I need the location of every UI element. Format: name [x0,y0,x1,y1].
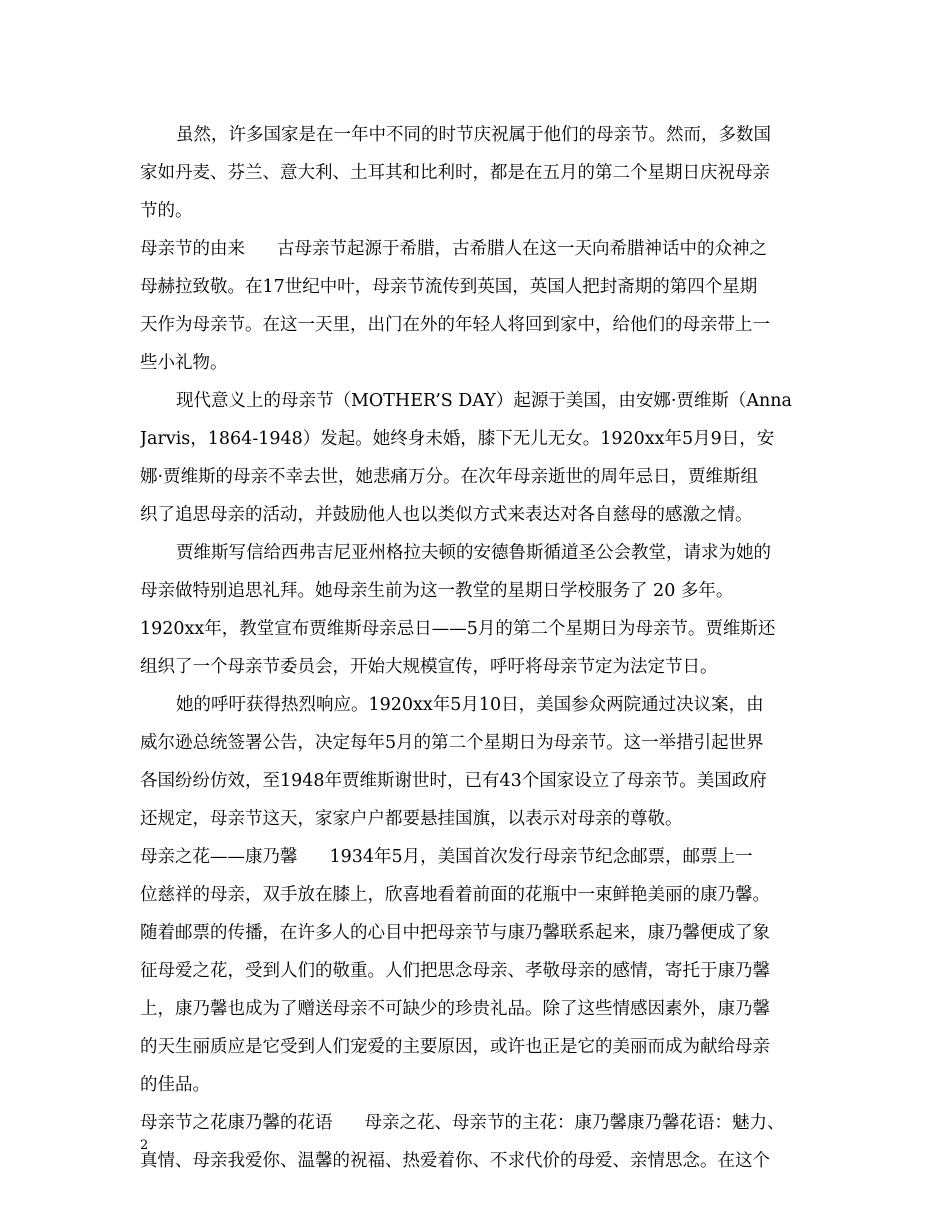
text-line: Jarvis，1864-1948）发起。她终身未婚，膝下无儿无女。1920xx年5月9日，安 [140,429,775,449]
text-line: 上，康乃馨也成为了赠送母亲不可缺少的珍贵礼品。除了这些情感因素外，康乃馨 [140,999,770,1019]
section-intro-text: 古母亲节起源于希腊，古希腊人在这一天向希腊神话中的众神之 [277,239,767,259]
text-line: 的天生丽质应是它受到人们宠爱的主要原因，或许也正是它的美丽而成为献给母亲 [140,1037,770,1057]
text-line: 虽然，许多国家是在一年中不同的时节庆祝属于他们的母亲节。然而，多数国 [176,125,771,145]
text-line: 织了追思母亲的活动，并鼓励他人也以类似方式来表达对各自慈母的感激之情。 [140,505,753,525]
text-line: 威尔逊总统签署公告，决定每年5月的第二个星期日为母亲节。这一举措引起世界 [140,733,764,753]
text-line: 娜·贾维斯的母亲不幸去世，她悲痛万分。在次年母亲逝世的周年忌日，贾维斯组 [140,467,759,487]
text-line: 随着邮票的传播，在许多人的心目中把母亲节与康乃馨联系起来，康乃馨便成了象 [140,923,770,943]
text-line [140,838,822,876]
text-line: 些小礼物。 [140,353,228,373]
text-line: 家如丹麦、芬兰、意大利、土耳其和比利时，都是在五月的第二个星期日庆祝母亲 [140,163,770,183]
text-line: 现代意义上的母亲节（MOTHER’S DAY）起源于美国，由安娜·贾维斯（Anna [176,391,792,411]
text-line: 征母爱之花，受到人们的敬重。人们把思念母亲、孝敬母亲的感情，寄托于康乃馨 [140,961,770,981]
text-line: 她的呼吁获得热烈响应。1920xx年5月10日，美国参众两院通过决议案，由 [176,695,764,715]
text-line: 真情、母亲我爱你、温馨的祝福、热爱着你、不求代价的母爱、亲情思念。在这个 [140,1151,770,1171]
section-intro-text: 母亲之花、母亲节的主花：康乃馨康乃馨花语：魅力、 [364,1113,785,1133]
document-body [140,116,822,1180]
section-heading-flower-language: 母亲节之花康乃馨的花语 [140,1113,333,1133]
text-line: 节的。 [140,201,193,221]
text-line: 组织了一个母亲节委员会，开始大规模宣传，呼吁将母亲节定为法定节日。 [140,657,718,677]
text-line: 母亲做特别追思礼拜。她母亲生前为这一教堂的星期日学校服务了 20 多年。 [140,581,734,601]
text-line: 1920xx年，教堂宣布贾维斯母亲忌日——5月的第二个星期日为母亲节。贾维斯还 [140,619,776,639]
section-intro-text: 1934年5月，美国首次发行母亲节纪念邮票，邮票上一 [329,847,753,867]
text-line: 天作为母亲节。在这一天里，出门在外的年轻人将回到家中，给他们的母亲带上一 [140,315,770,335]
section-heading-flower: 母亲之花——康乃馨 [140,847,298,867]
text-line: 贾维斯写信给西弗吉尼亚州格拉夫顿的安德鲁斯循道圣公会教堂，请求为她的 [176,543,771,563]
page-number: 2 [140,1138,149,1153]
text-line: 的佳品。 [140,1075,210,1095]
text-line: 各国纷纷仿效，至1948年贾维斯谢世时，已有43个国家设立了母亲节。美国政府 [140,771,767,791]
text-line [140,1104,822,1142]
text-line: 母赫拉致敬。在17世纪中叶，母亲节流传到英国，英国人把封斋期的第四个星期 [140,277,758,297]
section-heading-origin: 母亲节的由来 [140,239,245,259]
text-line [140,230,822,268]
text-line: 位慈祥的母亲，双手放在膝上，欣喜地看着前面的花瓶中一束鲜艳美丽的康乃馨。 [140,885,770,905]
text-line: 还规定，母亲节这天，家家户户都要悬挂国旗，以表示对母亲的尊敬。 [140,809,683,829]
